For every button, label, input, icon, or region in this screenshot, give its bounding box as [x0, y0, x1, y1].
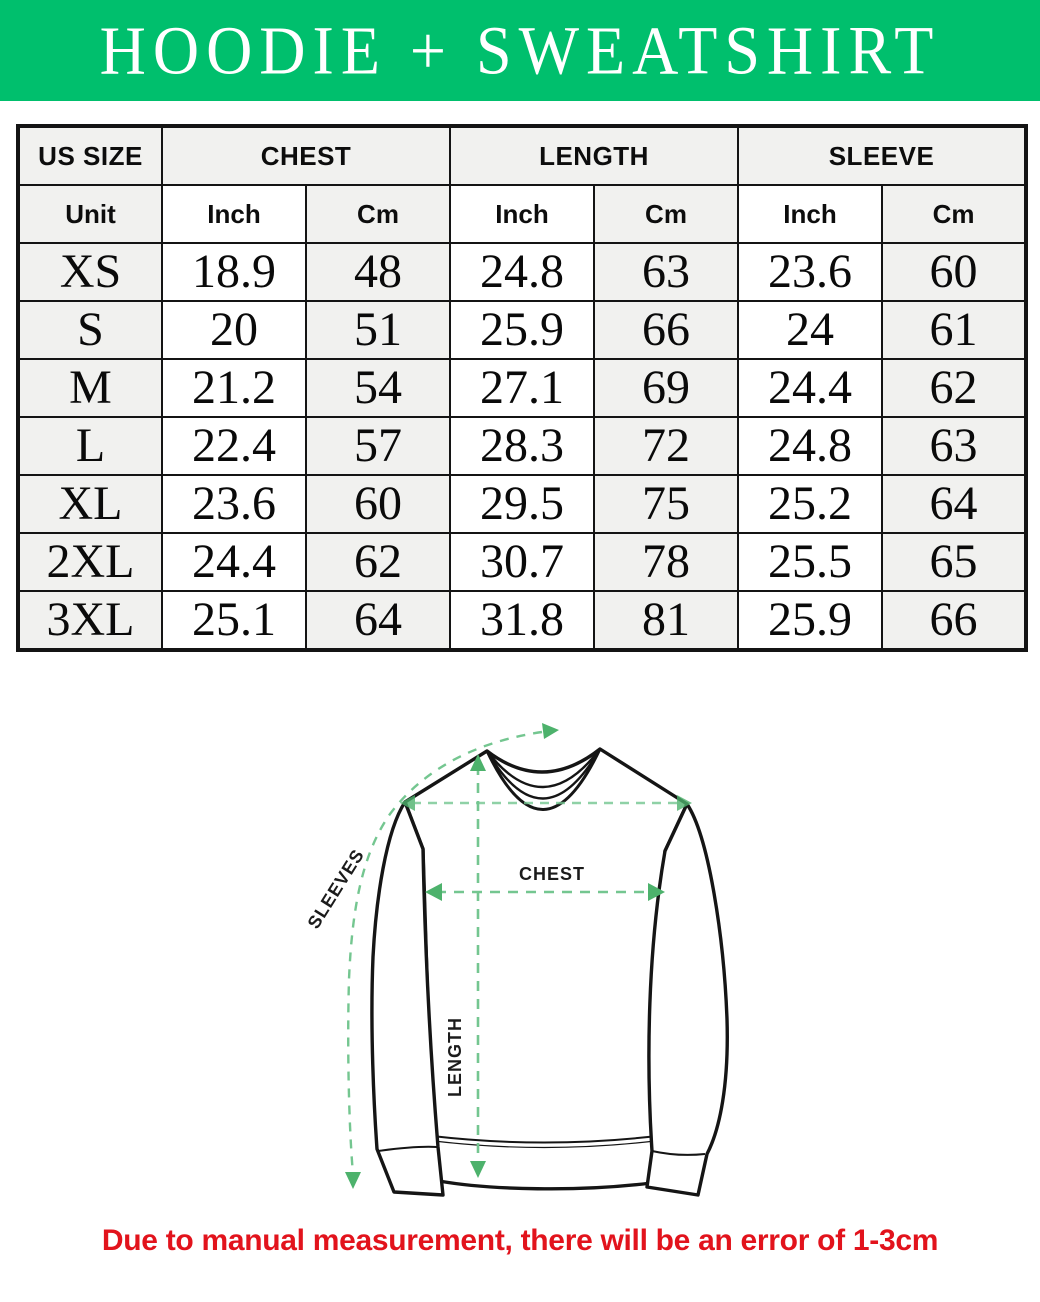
value-cell: 62 — [882, 359, 1026, 417]
header-length-cm: Cm — [594, 185, 738, 243]
size-cell: XS — [18, 243, 162, 301]
value-cell: 24.8 — [738, 417, 882, 475]
value-cell: 31.8 — [450, 591, 594, 650]
value-cell: 27.1 — [450, 359, 594, 417]
table-row — [18, 591, 1026, 650]
table-row — [18, 533, 1026, 591]
size-cell: 2XL — [18, 533, 162, 591]
sleeves-label: SLEEVES — [303, 845, 369, 933]
header-sleeve-inch: Inch — [738, 185, 882, 243]
table-group-header-row — [18, 126, 1026, 185]
value-cell: 72 — [594, 417, 738, 475]
value-cell: 51 — [306, 301, 450, 359]
header-chest-inch: Inch — [162, 185, 306, 243]
value-cell: 60 — [306, 475, 450, 533]
size-cell: 3XL — [18, 591, 162, 650]
header-length-inch: Inch — [450, 185, 594, 243]
table-unit-header-row — [18, 185, 1026, 243]
value-cell: 21.2 — [162, 359, 306, 417]
size-cell: S — [18, 301, 162, 359]
value-cell: 63 — [882, 417, 1026, 475]
header-chest-cm: Cm — [306, 185, 450, 243]
value-cell: 66 — [594, 301, 738, 359]
sweatshirt-body-outline — [405, 749, 687, 1189]
value-cell: 64 — [882, 475, 1026, 533]
size-cell: M — [18, 359, 162, 417]
value-cell: 81 — [594, 591, 738, 650]
value-cell: 65 — [882, 533, 1026, 591]
header-chest: CHEST — [162, 126, 450, 185]
table-row — [18, 359, 1026, 417]
value-cell: 78 — [594, 533, 738, 591]
value-cell: 48 — [306, 243, 450, 301]
header-length: LENGTH — [450, 126, 738, 185]
value-cell: 64 — [306, 591, 450, 650]
value-cell: 57 — [306, 417, 450, 475]
value-cell: 61 — [882, 301, 1026, 359]
value-cell: 30.7 — [450, 533, 594, 591]
arrow-down-icon — [345, 1172, 361, 1189]
header-unit: Unit — [18, 185, 162, 243]
value-cell: 60 — [882, 243, 1026, 301]
value-cell: 29.5 — [450, 475, 594, 533]
value-cell: 25.9 — [450, 301, 594, 359]
arrow-right-icon — [542, 723, 559, 739]
value-cell: 18.9 — [162, 243, 306, 301]
value-cell: 28.3 — [450, 417, 594, 475]
value-cell: 62 — [306, 533, 450, 591]
value-cell: 25.2 — [738, 475, 882, 533]
value-cell: 22.4 — [162, 417, 306, 475]
length-label: LENGTH — [445, 1017, 465, 1097]
size-table — [16, 124, 1028, 652]
table-row — [18, 475, 1026, 533]
value-cell: 63 — [594, 243, 738, 301]
size-cell: L — [18, 417, 162, 475]
value-cell: 25.9 — [738, 591, 882, 650]
value-cell: 25.1 — [162, 591, 306, 650]
disclaimer-text: Due to manual measurement, there will be an error of 1-3cm — [101, 1224, 939, 1257]
value-cell: 54 — [306, 359, 450, 417]
size-cell: XL — [18, 475, 162, 533]
value-cell: 24.8 — [450, 243, 594, 301]
page-title: HOODIE + SWEATSHIRT — [99, 11, 941, 89]
header-sleeve: SLEEVE — [738, 126, 1026, 185]
value-cell: 20 — [162, 301, 306, 359]
value-cell: 25.5 — [738, 533, 882, 591]
value-cell: 24 — [738, 301, 882, 359]
value-cell: 24.4 — [162, 533, 306, 591]
value-cell: 75 — [594, 475, 738, 533]
title-banner — [0, 0, 1040, 101]
value-cell: 23.6 — [738, 243, 882, 301]
value-cell: 24.4 — [738, 359, 882, 417]
table-row — [18, 243, 1026, 301]
value-cell: 66 — [882, 591, 1026, 650]
value-cell: 23.6 — [162, 475, 306, 533]
table-row — [18, 301, 1026, 359]
header-sleeve-cm: Cm — [882, 185, 1026, 243]
value-cell: 69 — [594, 359, 738, 417]
chest-label: CHEST — [518, 864, 586, 884]
sweatshirt-diagram — [303, 698, 780, 1220]
table-row — [18, 417, 1026, 475]
header-us-size: US SIZE — [18, 126, 162, 185]
